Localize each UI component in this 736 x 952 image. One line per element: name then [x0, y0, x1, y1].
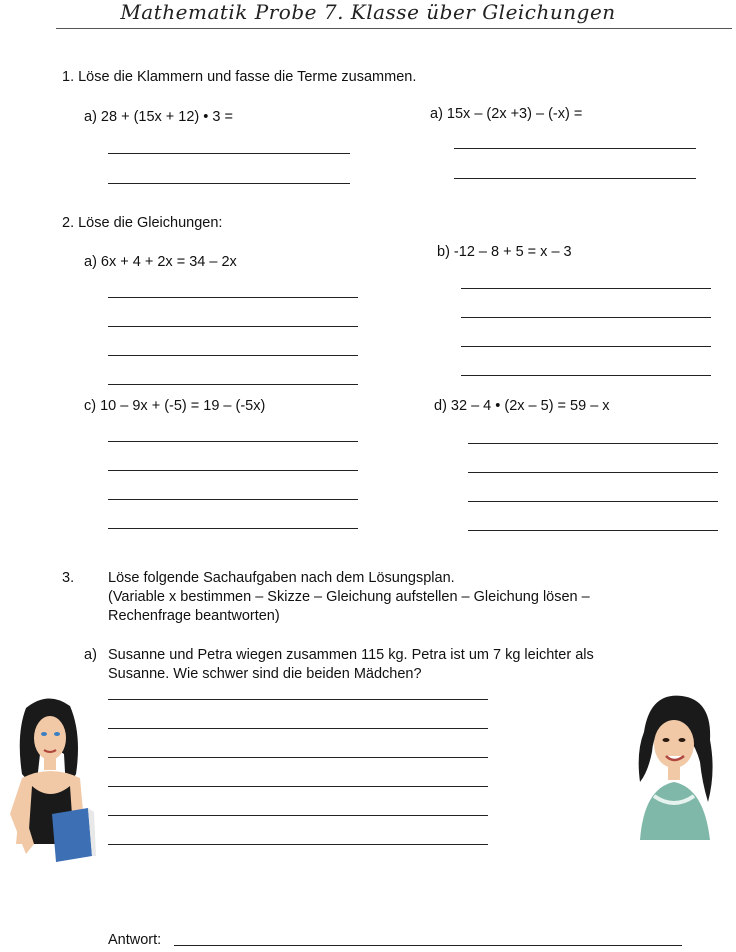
task2-c: c) 10 – 9x + (-5) = 19 – (-5x): [84, 398, 266, 414]
answer-line[interactable]: [454, 148, 696, 149]
task2-b: b) -12 – 8 + 5 = x – 3: [437, 244, 572, 260]
page-title: Mathematik Probe 7. Klasse über Gleichungen: [120, 0, 616, 24]
answer-line[interactable]: [461, 346, 711, 347]
answer-line[interactable]: [108, 815, 488, 816]
answer-line[interactable]: [454, 178, 696, 179]
answer-label: Antwort:: [108, 932, 162, 948]
task3-a-label: a): [84, 647, 97, 663]
answer-line[interactable]: [108, 441, 358, 442]
dress-shape: [640, 782, 710, 840]
book-shape: [52, 808, 92, 862]
girl-with-book-illustration: [4, 694, 104, 864]
answer-line[interactable]: [461, 317, 711, 318]
answer-line[interactable]: [468, 443, 718, 444]
task3-instruction: Löse folgende Sachaufgaben nach dem Lösungsplan.: [108, 570, 455, 586]
answer-line[interactable]: [108, 470, 358, 471]
task3-a-text: Susanne und Petra wiegen zusammen 115 kg. Petra ist um 7 kg leichter als: [108, 647, 594, 663]
task3-number: 3.: [62, 570, 75, 586]
answer-line[interactable]: [108, 757, 488, 758]
answer-line[interactable]: [108, 528, 358, 529]
eye-shape: [54, 732, 60, 736]
task2-a: a) 6x + 4 + 2x = 34 – 2x: [84, 254, 237, 270]
answer-line[interactable]: [461, 375, 711, 376]
answer-line[interactable]: [108, 153, 350, 154]
task3-instruction: (Variable x bestimmen – Skizze – Gleichung aufstellen – Gleichung lösen –: [108, 589, 590, 605]
answer-line[interactable]: [108, 786, 488, 787]
girl-portrait-illustration: [630, 692, 720, 840]
task2-d: d) 32 – 4 • (2x – 5) = 59 – x: [434, 398, 610, 414]
answer-line[interactable]: [174, 945, 682, 946]
eye-shape: [663, 738, 670, 742]
answer-line[interactable]: [468, 472, 718, 473]
answer-line[interactable]: [108, 844, 488, 845]
task1-a-right: a) 15x – (2x +3) – (-x) =: [430, 106, 583, 122]
answer-line[interactable]: [108, 728, 488, 729]
answer-line[interactable]: [108, 326, 358, 327]
answer-line[interactable]: [108, 183, 350, 184]
answer-line[interactable]: [108, 355, 358, 356]
answer-line[interactable]: [108, 297, 358, 298]
answer-line[interactable]: [108, 699, 488, 700]
task1-heading: 1. Löse die Klammern und fasse die Terme zusammen.: [62, 69, 417, 85]
neck-shape: [668, 766, 680, 780]
face-shape: [34, 716, 66, 760]
answer-line[interactable]: [461, 288, 711, 289]
task2-heading: 2. Löse die Gleichungen:: [62, 215, 223, 231]
task3-a-text: Susanne. Wie schwer sind die beiden Mädchen?: [108, 666, 422, 682]
task1-a-left: a) 28 + (15x + 12) • 3 =: [84, 109, 233, 125]
title-divider: [56, 28, 732, 29]
eye-shape: [41, 732, 47, 736]
neck-shape: [44, 758, 56, 770]
answer-line[interactable]: [108, 384, 358, 385]
task3-instruction: Rechenfrage beantworten): [108, 608, 280, 624]
answer-line[interactable]: [468, 530, 718, 531]
eye-shape: [679, 738, 686, 742]
answer-line[interactable]: [108, 499, 358, 500]
answer-line[interactable]: [468, 501, 718, 502]
